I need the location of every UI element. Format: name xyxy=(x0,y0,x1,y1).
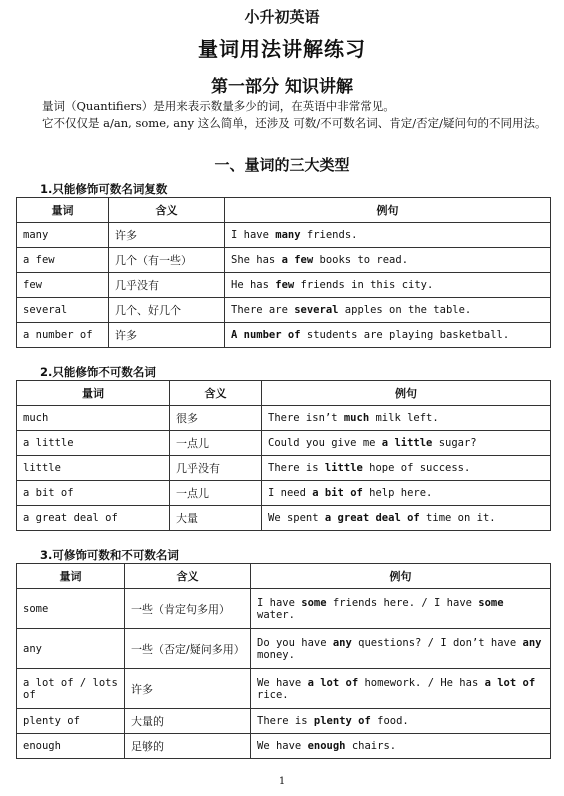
meaning-cell: 一点儿 xyxy=(170,481,262,506)
example-text: milk left. xyxy=(369,412,439,424)
table-2-subtitle: 2.只能修饰不可数名词 xyxy=(40,365,156,379)
meaning-cell: 很多 xyxy=(170,406,262,431)
quantifier-cell: a great deal of xyxy=(17,506,170,531)
quantifier-cell: a lot of / lots of xyxy=(17,669,125,709)
example-text: water. xyxy=(257,608,295,621)
example-text: students are playing basketball. xyxy=(300,329,510,341)
example-text: friends here. / I have xyxy=(326,596,479,609)
example-text: books to read. xyxy=(313,254,409,266)
example-cell xyxy=(251,669,551,709)
example-text: homework. / He has xyxy=(358,676,485,689)
header-example: 例句 xyxy=(225,198,551,223)
intro-text xyxy=(18,98,548,132)
meaning-cell: 许多 xyxy=(109,223,225,248)
table-uncountable xyxy=(16,380,551,531)
example-text: food. xyxy=(370,715,409,727)
meaning-cell: 大量 xyxy=(170,506,262,531)
table-row xyxy=(17,506,551,531)
header-example: 例句 xyxy=(262,381,551,406)
table-row xyxy=(17,406,551,431)
table-row xyxy=(17,323,551,348)
example-keyword: some xyxy=(478,596,504,609)
example-keyword: a few xyxy=(281,254,314,266)
example-cell xyxy=(262,481,551,506)
quantifier-cell: a few xyxy=(17,248,109,273)
table-row xyxy=(17,456,551,481)
example-keyword: any xyxy=(332,636,352,649)
example-text: I have xyxy=(231,229,276,241)
example-keyword: a great deal of xyxy=(324,512,420,524)
quantifier-cell: little xyxy=(17,456,170,481)
example-text: I need xyxy=(268,487,313,499)
example-text: There are xyxy=(231,304,295,316)
example-text: She has xyxy=(231,254,282,266)
quantifier-cell: many xyxy=(17,223,109,248)
example-keyword: A number of xyxy=(231,329,301,341)
quantifier-cell: much xyxy=(17,406,170,431)
table-countable xyxy=(16,197,551,348)
example-text: money. xyxy=(257,648,295,661)
example-cell xyxy=(251,734,551,759)
example-text: chairs. xyxy=(345,740,397,752)
table-header-row xyxy=(17,198,551,223)
example-keyword: little xyxy=(324,462,363,474)
example-text: time on it. xyxy=(419,512,496,524)
example-cell xyxy=(262,506,551,531)
header-quantifier: 量词 xyxy=(17,198,109,223)
table-row xyxy=(17,629,551,669)
example-text: hope of success. xyxy=(362,462,471,474)
header-example: 例句 xyxy=(251,564,551,589)
quantifier-cell: some xyxy=(17,589,125,629)
table-row xyxy=(17,273,551,298)
example-cell xyxy=(262,456,551,481)
table-header-row xyxy=(17,564,551,589)
example-text: There is xyxy=(268,462,325,474)
table-row xyxy=(17,481,551,506)
intro-paragraph-2: 它不仅仅是 a/an, some, any 这么简单，还涉及 可数/不可数名词、肯定/否定/疑问句的不同用法。 xyxy=(42,116,547,130)
table-row xyxy=(17,431,551,456)
example-text: friends. xyxy=(300,229,358,241)
table-row xyxy=(17,589,551,629)
quantifier-cell: plenty of xyxy=(17,709,125,734)
example-cell xyxy=(251,709,551,734)
intro-paragraph-1: 量词（Quantifiers）是用来表示数量多少的词，在英语中非常常见。 xyxy=(42,99,395,113)
table-row xyxy=(17,223,551,248)
table-row xyxy=(17,734,551,759)
example-text: Do you have xyxy=(257,636,333,649)
example-text: Could you give me xyxy=(268,437,382,449)
header-meaning: 含义 xyxy=(109,198,225,223)
example-text: sugar? xyxy=(432,437,477,449)
table-row xyxy=(17,248,551,273)
top-label: 小升初英语 xyxy=(244,8,320,26)
example-keyword: several xyxy=(294,304,339,316)
header-meaning: 含义 xyxy=(170,381,262,406)
example-text: We spent xyxy=(268,512,325,524)
meaning-cell: 许多 xyxy=(125,669,251,709)
quantifier-cell: a number of xyxy=(17,323,109,348)
example-text: apples on the table. xyxy=(338,304,472,316)
example-text: rice. xyxy=(257,688,289,701)
header-quantifier: 量词 xyxy=(17,564,125,589)
meaning-cell: 几乎没有 xyxy=(170,456,262,481)
quantifier-cell: enough xyxy=(17,734,125,759)
example-text: friends in this city. xyxy=(294,279,434,291)
example-keyword: a little xyxy=(381,437,433,449)
example-keyword: many xyxy=(275,229,301,241)
quantifier-cell: a little xyxy=(17,431,170,456)
example-text: I have xyxy=(257,596,302,609)
meaning-cell: 一些（肯定句多用） xyxy=(125,589,251,629)
example-text: There is xyxy=(257,715,314,727)
meaning-cell: 足够的 xyxy=(125,734,251,759)
meaning-cell: 几乎没有 xyxy=(109,273,225,298)
example-text: We have xyxy=(257,676,308,689)
example-keyword: plenty of xyxy=(313,715,371,727)
example-keyword: a lot of xyxy=(307,676,359,689)
page-number: 1 xyxy=(278,776,286,787)
table-row xyxy=(17,669,551,709)
example-text: He has xyxy=(231,279,276,291)
quantifier-cell: several xyxy=(17,298,109,323)
meaning-cell: 许多 xyxy=(109,323,225,348)
table-1-subtitle: 1.只能修饰可数名词复数 xyxy=(40,182,168,196)
example-keyword: enough xyxy=(307,740,346,752)
example-cell xyxy=(225,298,551,323)
document-title: 量词用法讲解练习 xyxy=(198,37,366,61)
example-keyword: some xyxy=(301,596,327,609)
table-both xyxy=(16,563,551,759)
example-cell xyxy=(251,629,551,669)
example-cell xyxy=(225,323,551,348)
example-keyword: few xyxy=(275,279,295,291)
example-cell xyxy=(225,223,551,248)
quantifier-cell: any xyxy=(17,629,125,669)
table-header-row xyxy=(17,381,551,406)
example-keyword: any xyxy=(522,636,542,649)
example-cell xyxy=(262,406,551,431)
table-3-subtitle: 3.可修饰可数和不可数名词 xyxy=(40,548,179,562)
section-title: 一、量词的三大类型 xyxy=(214,156,350,174)
header-quantifier: 量词 xyxy=(17,381,170,406)
example-cell xyxy=(251,589,551,629)
meaning-cell: 大量的 xyxy=(125,709,251,734)
example-keyword: a lot of xyxy=(484,676,536,689)
example-text: We have xyxy=(257,740,308,752)
meaning-cell: 几个、好几个 xyxy=(109,298,225,323)
example-keyword: a bit of xyxy=(312,487,363,499)
example-cell xyxy=(225,248,551,273)
example-text: questions? / I don’t have xyxy=(351,636,523,649)
table-row xyxy=(17,709,551,734)
example-text: There isn’t xyxy=(268,412,344,424)
example-cell xyxy=(262,431,551,456)
meaning-cell: 一点儿 xyxy=(170,431,262,456)
example-text: help here. xyxy=(362,487,433,499)
part-title: 第一部分 知识讲解 xyxy=(211,77,353,97)
quantifier-cell: a bit of xyxy=(17,481,170,506)
meaning-cell: 几个（有一些） xyxy=(109,248,225,273)
header-meaning: 含义 xyxy=(125,564,251,589)
table-row xyxy=(17,298,551,323)
example-cell xyxy=(225,273,551,298)
example-keyword: much xyxy=(343,412,370,424)
quantifier-cell: few xyxy=(17,273,109,298)
meaning-cell: 一些（否定/疑问多用） xyxy=(125,629,251,669)
